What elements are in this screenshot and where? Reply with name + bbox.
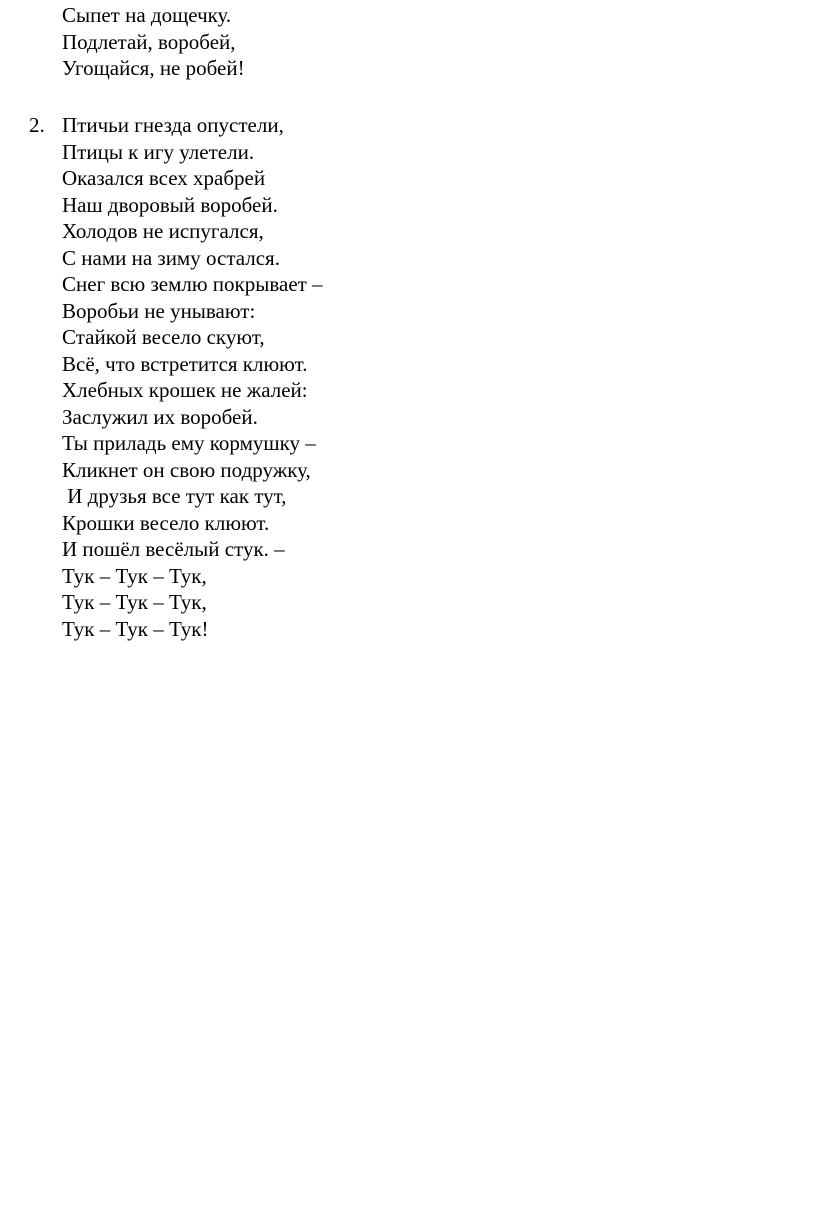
poem-line: Воробьи не унывают: [62,298,256,323]
poem-line: Тук – Тук – Тук! [62,616,209,641]
poem-line: Сыпет на дощечку. [62,3,232,27]
poem-line: Стайкой весело скуют, [62,325,265,349]
poem-line: Птицы к игу улетели. [62,139,255,164]
poem-line: С нами на зиму остался. [62,245,280,270]
poem-line: Всё, что встретится клюют. [62,351,308,376]
poem-line: Угощайся, не робей! [62,56,245,80]
poem-line: Птичьи гнезда опустели, [62,113,284,137]
stanza-2 [29,112,323,642]
stanza-continued [62,2,245,82]
poem-line: Наш дворовый воробей. [62,192,278,217]
poem-line: Ты приладь ему кормушку – [62,431,316,455]
poem-line: Оказался всех храбрей [62,166,266,190]
poem-line: Подлетай, воробей, [62,29,236,54]
poem-line: И друзья все тут как тут, [62,484,287,508]
poem-line: И пошёл весёлый стук. – [62,537,285,561]
poem-line: Снег всю землю покрывает – [62,272,323,296]
poem-line: Холодов не испугался, [62,219,264,243]
poem-line: Хлебных крошек не жалей: [62,378,308,402]
poem-line: Тук – Тук – Тук, [62,590,207,614]
poem-line: Крошки весело клюют. [62,510,270,535]
stanza-number: 2. [29,113,45,137]
poem-line: Заслужил их воробей. [62,404,258,429]
poem-line: Кликнет он свою подружку, [62,457,311,482]
poem-line: Тук – Тук – Тук, [62,563,207,588]
